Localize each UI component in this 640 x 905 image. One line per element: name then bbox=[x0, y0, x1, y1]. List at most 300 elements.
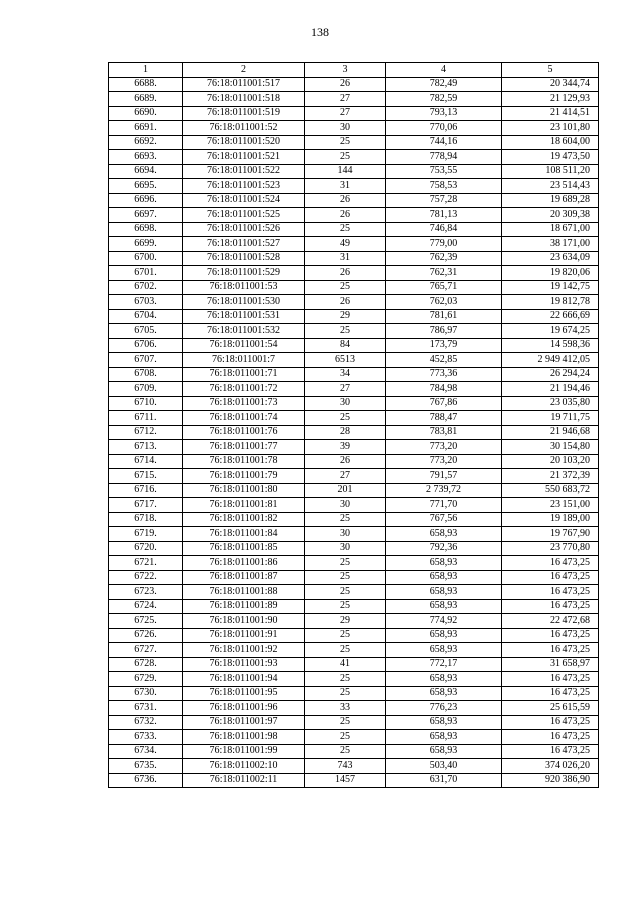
cadastral-number-cell: 76:18:011001:526 bbox=[183, 222, 305, 237]
table-row bbox=[109, 193, 599, 208]
table-row bbox=[109, 672, 599, 687]
row-number-cell: 6695. bbox=[109, 179, 183, 194]
row-number-cell: 6709. bbox=[109, 382, 183, 397]
row-number-cell: 6727. bbox=[109, 643, 183, 658]
cadastral-number-cell: 76:18:011001:80 bbox=[183, 483, 305, 498]
table-row bbox=[109, 657, 599, 672]
row-number-cell: 6719. bbox=[109, 527, 183, 542]
area-cell: 41 bbox=[305, 657, 386, 672]
cadastral-number-cell: 76:18:011001:91 bbox=[183, 628, 305, 643]
specific-value-cell: 2 739,72 bbox=[386, 483, 502, 498]
cadastral-value-cell: 16 473,25 bbox=[502, 556, 599, 571]
area-cell: 29 bbox=[305, 614, 386, 629]
row-number-cell: 6705. bbox=[109, 324, 183, 339]
row-number-cell: 6728. bbox=[109, 657, 183, 672]
cadastral-number-cell: 76:18:011001:77 bbox=[183, 440, 305, 455]
cadastral-value-cell: 14 598,36 bbox=[502, 338, 599, 353]
table-row bbox=[109, 585, 599, 600]
row-number-cell: 6720. bbox=[109, 541, 183, 556]
specific-value-cell: 781,13 bbox=[386, 208, 502, 223]
cadastral-number-cell: 76:18:011001:523 bbox=[183, 179, 305, 194]
area-cell: 25 bbox=[305, 599, 386, 614]
cadastral-number-cell: 76:18:011001:520 bbox=[183, 135, 305, 150]
area-cell: 25 bbox=[305, 585, 386, 600]
area-cell: 30 bbox=[305, 527, 386, 542]
cadastral-value-cell: 23 101,80 bbox=[502, 121, 599, 136]
cadastral-value-cell: 23 035,80 bbox=[502, 396, 599, 411]
table-row bbox=[109, 483, 599, 498]
specific-value-cell: 767,86 bbox=[386, 396, 502, 411]
row-number-cell: 6736. bbox=[109, 773, 183, 788]
cadastral-value-cell: 19 473,50 bbox=[502, 150, 599, 165]
area-cell: 25 bbox=[305, 222, 386, 237]
cadastral-number-cell: 76:18:011001:98 bbox=[183, 730, 305, 745]
area-cell: 39 bbox=[305, 440, 386, 455]
row-number-cell: 6721. bbox=[109, 556, 183, 571]
area-cell: 6513 bbox=[305, 353, 386, 368]
row-number-cell: 6711. bbox=[109, 411, 183, 426]
area-cell: 743 bbox=[305, 759, 386, 774]
cadastral-value-cell: 38 171,00 bbox=[502, 237, 599, 252]
specific-value-cell: 658,93 bbox=[386, 599, 502, 614]
specific-value-cell: 762,39 bbox=[386, 251, 502, 266]
area-cell: 29 bbox=[305, 309, 386, 324]
area-cell: 31 bbox=[305, 251, 386, 266]
table-row bbox=[109, 309, 599, 324]
table-row bbox=[109, 643, 599, 658]
specific-value-cell: 746,84 bbox=[386, 222, 502, 237]
area-cell: 31 bbox=[305, 179, 386, 194]
row-number-cell: 6732. bbox=[109, 715, 183, 730]
cadastral-number-cell: 76:18:011001:72 bbox=[183, 382, 305, 397]
area-cell: 26 bbox=[305, 266, 386, 281]
cadastral-number-cell: 76:18:011001:73 bbox=[183, 396, 305, 411]
area-cell: 25 bbox=[305, 556, 386, 571]
cadastral-number-cell: 76:18:011001:87 bbox=[183, 570, 305, 585]
area-cell: 30 bbox=[305, 541, 386, 556]
row-number-cell: 6724. bbox=[109, 599, 183, 614]
cadastral-value-cell: 21 194,46 bbox=[502, 382, 599, 397]
table-row bbox=[109, 715, 599, 730]
table-row bbox=[109, 570, 599, 585]
specific-value-cell: 658,93 bbox=[386, 672, 502, 687]
table-row bbox=[109, 164, 599, 179]
cadastral-value-cell: 19 820,06 bbox=[502, 266, 599, 281]
area-cell: 30 bbox=[305, 498, 386, 513]
table-row bbox=[109, 686, 599, 701]
area-cell: 25 bbox=[305, 643, 386, 658]
cadastral-value-cell: 16 473,25 bbox=[502, 744, 599, 759]
specific-value-cell: 744,16 bbox=[386, 135, 502, 150]
cadastral-value-table bbox=[108, 62, 599, 788]
cadastral-number-cell: 76:18:011001:521 bbox=[183, 150, 305, 165]
row-number-cell: 6694. bbox=[109, 164, 183, 179]
row-number-cell: 6723. bbox=[109, 585, 183, 600]
cadastral-value-cell: 19 689,28 bbox=[502, 193, 599, 208]
cadastral-number-cell: 76:18:011001:79 bbox=[183, 469, 305, 484]
area-cell: 84 bbox=[305, 338, 386, 353]
specific-value-cell: 658,93 bbox=[386, 628, 502, 643]
row-number-cell: 6718. bbox=[109, 512, 183, 527]
row-number-cell: 6735. bbox=[109, 759, 183, 774]
cadastral-value-cell: 23 151,00 bbox=[502, 498, 599, 513]
row-number-cell: 6707. bbox=[109, 353, 183, 368]
specific-value-cell: 781,61 bbox=[386, 309, 502, 324]
column-header-5: 5 bbox=[502, 63, 599, 78]
table-row bbox=[109, 92, 599, 107]
cadastral-number-cell: 76:18:011001:76 bbox=[183, 425, 305, 440]
cadastral-value-cell: 16 473,25 bbox=[502, 570, 599, 585]
row-number-cell: 6710. bbox=[109, 396, 183, 411]
cadastral-number-cell: 76:18:011001:524 bbox=[183, 193, 305, 208]
cadastral-value-cell: 20 309,38 bbox=[502, 208, 599, 223]
cadastral-value-cell: 920 386,90 bbox=[502, 773, 599, 788]
cadastral-number-cell: 76:18:011001:532 bbox=[183, 324, 305, 339]
cadastral-number-cell: 76:18:011001:99 bbox=[183, 744, 305, 759]
column-header-2: 2 bbox=[183, 63, 305, 78]
table-row bbox=[109, 324, 599, 339]
table-row bbox=[109, 469, 599, 484]
cadastral-value-cell: 18 671,00 bbox=[502, 222, 599, 237]
table-row bbox=[109, 498, 599, 513]
specific-value-cell: 774,92 bbox=[386, 614, 502, 629]
area-cell: 27 bbox=[305, 92, 386, 107]
row-number-cell: 6716. bbox=[109, 483, 183, 498]
specific-value-cell: 173,79 bbox=[386, 338, 502, 353]
specific-value-cell: 658,93 bbox=[386, 585, 502, 600]
row-number-cell: 6717. bbox=[109, 498, 183, 513]
cadastral-value-cell: 374 026,20 bbox=[502, 759, 599, 774]
area-cell: 25 bbox=[305, 744, 386, 759]
area-cell: 25 bbox=[305, 672, 386, 687]
cadastral-value-cell: 16 473,25 bbox=[502, 672, 599, 687]
table-row bbox=[109, 744, 599, 759]
cadastral-number-cell: 76:18:011001:88 bbox=[183, 585, 305, 600]
table-row bbox=[109, 440, 599, 455]
area-cell: 26 bbox=[305, 208, 386, 223]
area-cell: 144 bbox=[305, 164, 386, 179]
column-header-1: 1 bbox=[109, 63, 183, 78]
cadastral-number-cell: 76:18:011001:53 bbox=[183, 280, 305, 295]
specific-value-cell: 658,93 bbox=[386, 744, 502, 759]
cadastral-number-cell: 76:18:011002:10 bbox=[183, 759, 305, 774]
cadastral-number-cell: 76:18:011001:84 bbox=[183, 527, 305, 542]
row-number-cell: 6726. bbox=[109, 628, 183, 643]
cadastral-value-cell: 19 189,00 bbox=[502, 512, 599, 527]
cadastral-value-cell: 19 767,90 bbox=[502, 527, 599, 542]
row-number-cell: 6730. bbox=[109, 686, 183, 701]
table-row bbox=[109, 150, 599, 165]
area-cell: 27 bbox=[305, 106, 386, 121]
cadastral-value-cell: 20 103,20 bbox=[502, 454, 599, 469]
table-row bbox=[109, 556, 599, 571]
cadastral-value-cell: 16 473,25 bbox=[502, 686, 599, 701]
specific-value-cell: 771,70 bbox=[386, 498, 502, 513]
row-number-cell: 6699. bbox=[109, 237, 183, 252]
cadastral-value-cell: 22 666,69 bbox=[502, 309, 599, 324]
row-number-cell: 6715. bbox=[109, 469, 183, 484]
specific-value-cell: 772,17 bbox=[386, 657, 502, 672]
row-number-cell: 6703. bbox=[109, 295, 183, 310]
cadastral-number-cell: 76:18:011001:82 bbox=[183, 512, 305, 527]
specific-value-cell: 767,56 bbox=[386, 512, 502, 527]
specific-value-cell: 762,31 bbox=[386, 266, 502, 281]
table-row bbox=[109, 411, 599, 426]
cadastral-value-cell: 16 473,25 bbox=[502, 628, 599, 643]
specific-value-cell: 783,81 bbox=[386, 425, 502, 440]
cadastral-value-cell: 18 604,00 bbox=[502, 135, 599, 150]
area-cell: 25 bbox=[305, 686, 386, 701]
area-cell: 28 bbox=[305, 425, 386, 440]
specific-value-cell: 784,98 bbox=[386, 382, 502, 397]
cadastral-number-cell: 76:18:011001:519 bbox=[183, 106, 305, 121]
table-row bbox=[109, 77, 599, 92]
cadastral-value-cell: 22 472,68 bbox=[502, 614, 599, 629]
specific-value-cell: 658,93 bbox=[386, 730, 502, 745]
cadastral-number-cell: 76:18:011001:529 bbox=[183, 266, 305, 281]
specific-value-cell: 788,47 bbox=[386, 411, 502, 426]
area-cell: 26 bbox=[305, 454, 386, 469]
table-row bbox=[109, 527, 599, 542]
area-cell: 201 bbox=[305, 483, 386, 498]
row-number-cell: 6714. bbox=[109, 454, 183, 469]
table-header-row bbox=[109, 63, 599, 78]
table-row bbox=[109, 338, 599, 353]
cadastral-value-cell: 16 473,25 bbox=[502, 585, 599, 600]
cadastral-value-cell: 19 142,75 bbox=[502, 280, 599, 295]
cadastral-value-cell: 19 812,78 bbox=[502, 295, 599, 310]
row-number-cell: 6731. bbox=[109, 701, 183, 716]
specific-value-cell: 770,06 bbox=[386, 121, 502, 136]
row-number-cell: 6691. bbox=[109, 121, 183, 136]
row-number-cell: 6708. bbox=[109, 367, 183, 382]
specific-value-cell: 753,55 bbox=[386, 164, 502, 179]
table-row bbox=[109, 701, 599, 716]
cadastral-number-cell: 76:18:011001:81 bbox=[183, 498, 305, 513]
specific-value-cell: 773,20 bbox=[386, 454, 502, 469]
area-cell: 33 bbox=[305, 701, 386, 716]
specific-value-cell: 786,97 bbox=[386, 324, 502, 339]
area-cell: 25 bbox=[305, 512, 386, 527]
area-cell: 26 bbox=[305, 77, 386, 92]
cadastral-number-cell: 76:18:011001:54 bbox=[183, 338, 305, 353]
table-row bbox=[109, 295, 599, 310]
cadastral-number-cell: 76:18:011001:530 bbox=[183, 295, 305, 310]
cadastral-number-cell: 76:18:011001:89 bbox=[183, 599, 305, 614]
table-row bbox=[109, 396, 599, 411]
row-number-cell: 6702. bbox=[109, 280, 183, 295]
table-row bbox=[109, 541, 599, 556]
area-cell: 25 bbox=[305, 150, 386, 165]
table-row bbox=[109, 222, 599, 237]
page-number: 138 bbox=[311, 25, 329, 39]
table-row bbox=[109, 121, 599, 136]
column-header-3: 3 bbox=[305, 63, 386, 78]
cadastral-value-cell: 30 154,80 bbox=[502, 440, 599, 455]
specific-value-cell: 503,40 bbox=[386, 759, 502, 774]
row-number-cell: 6725. bbox=[109, 614, 183, 629]
table-row bbox=[109, 208, 599, 223]
table-row bbox=[109, 367, 599, 382]
cadastral-number-cell: 76:18:011001:90 bbox=[183, 614, 305, 629]
cadastral-number-cell: 76:18:011001:86 bbox=[183, 556, 305, 571]
area-cell: 26 bbox=[305, 295, 386, 310]
specific-value-cell: 773,20 bbox=[386, 440, 502, 455]
cadastral-value-cell: 21 414,51 bbox=[502, 106, 599, 121]
row-number-cell: 6706. bbox=[109, 338, 183, 353]
table-row bbox=[109, 280, 599, 295]
area-cell: 25 bbox=[305, 280, 386, 295]
cadastral-value-cell: 23 770,80 bbox=[502, 541, 599, 556]
cadastral-value-cell: 16 473,25 bbox=[502, 599, 599, 614]
cadastral-number-cell: 76:18:011001:92 bbox=[183, 643, 305, 658]
row-number-cell: 6700. bbox=[109, 251, 183, 266]
cadastral-number-cell: 76:18:011001:93 bbox=[183, 657, 305, 672]
row-number-cell: 6693. bbox=[109, 150, 183, 165]
table-row bbox=[109, 454, 599, 469]
row-number-cell: 6713. bbox=[109, 440, 183, 455]
area-cell: 1457 bbox=[305, 773, 386, 788]
row-number-cell: 6701. bbox=[109, 266, 183, 281]
specific-value-cell: 782,49 bbox=[386, 77, 502, 92]
cadastral-number-cell: 76:18:011001:531 bbox=[183, 309, 305, 324]
area-cell: 25 bbox=[305, 570, 386, 585]
table-row bbox=[109, 759, 599, 774]
specific-value-cell: 765,71 bbox=[386, 280, 502, 295]
cadastral-value-cell: 21 129,93 bbox=[502, 92, 599, 107]
cadastral-number-cell: 76:18:011001:97 bbox=[183, 715, 305, 730]
table-row bbox=[109, 353, 599, 368]
cadastral-number-cell: 76:18:011001:52 bbox=[183, 121, 305, 136]
cadastral-value-cell: 20 344,74 bbox=[502, 77, 599, 92]
cadastral-value-cell: 16 473,25 bbox=[502, 643, 599, 658]
row-number-cell: 6697. bbox=[109, 208, 183, 223]
table-body bbox=[109, 77, 599, 788]
table-row bbox=[109, 773, 599, 788]
specific-value-cell: 773,36 bbox=[386, 367, 502, 382]
row-number-cell: 6722. bbox=[109, 570, 183, 585]
cadastral-number-cell: 76:18:011001:71 bbox=[183, 367, 305, 382]
specific-value-cell: 757,28 bbox=[386, 193, 502, 208]
area-cell: 34 bbox=[305, 367, 386, 382]
table-row bbox=[109, 730, 599, 745]
cadastral-value-cell: 19 711,75 bbox=[502, 411, 599, 426]
cadastral-number-cell: 76:18:011001:518 bbox=[183, 92, 305, 107]
row-number-cell: 6688. bbox=[109, 77, 183, 92]
table-row bbox=[109, 251, 599, 266]
cadastral-value-cell: 108 511,20 bbox=[502, 164, 599, 179]
cadastral-number-cell: 76:18:011001:74 bbox=[183, 411, 305, 426]
row-number-cell: 6712. bbox=[109, 425, 183, 440]
cadastral-number-cell: 76:18:011001:94 bbox=[183, 672, 305, 687]
table-row bbox=[109, 614, 599, 629]
specific-value-cell: 658,93 bbox=[386, 715, 502, 730]
cadastral-value-cell: 16 473,25 bbox=[502, 715, 599, 730]
specific-value-cell: 658,93 bbox=[386, 556, 502, 571]
cadastral-number-cell: 76:18:011001:85 bbox=[183, 541, 305, 556]
cadastral-number-cell: 76:18:011001:78 bbox=[183, 454, 305, 469]
cadastral-number-cell: 76:18:011001:528 bbox=[183, 251, 305, 266]
row-number-cell: 6698. bbox=[109, 222, 183, 237]
specific-value-cell: 658,93 bbox=[386, 527, 502, 542]
area-cell: 25 bbox=[305, 730, 386, 745]
row-number-cell: 6692. bbox=[109, 135, 183, 150]
table-row bbox=[109, 237, 599, 252]
cadastral-value-cell: 2 949 412,05 bbox=[502, 353, 599, 368]
cadastral-value-cell: 25 615,59 bbox=[502, 701, 599, 716]
table-row bbox=[109, 382, 599, 397]
area-cell: 30 bbox=[305, 121, 386, 136]
cadastral-value-cell: 550 683,72 bbox=[502, 483, 599, 498]
specific-value-cell: 658,93 bbox=[386, 570, 502, 585]
cadastral-number-cell: 76:18:011001:95 bbox=[183, 686, 305, 701]
specific-value-cell: 793,13 bbox=[386, 106, 502, 121]
specific-value-cell: 758,53 bbox=[386, 179, 502, 194]
row-number-cell: 6734. bbox=[109, 744, 183, 759]
cadastral-value-cell: 23 634,09 bbox=[502, 251, 599, 266]
cadastral-value-cell: 19 674,25 bbox=[502, 324, 599, 339]
cadastral-number-cell: 76:18:011001:527 bbox=[183, 237, 305, 252]
specific-value-cell: 779,00 bbox=[386, 237, 502, 252]
table-row bbox=[109, 512, 599, 527]
table-row bbox=[109, 266, 599, 281]
specific-value-cell: 776,23 bbox=[386, 701, 502, 716]
area-cell: 30 bbox=[305, 396, 386, 411]
table-row bbox=[109, 628, 599, 643]
row-number-cell: 6704. bbox=[109, 309, 183, 324]
row-number-cell: 6729. bbox=[109, 672, 183, 687]
area-cell: 25 bbox=[305, 715, 386, 730]
cadastral-number-cell: 76:18:011002:11 bbox=[183, 773, 305, 788]
specific-value-cell: 791,57 bbox=[386, 469, 502, 484]
specific-value-cell: 631,70 bbox=[386, 773, 502, 788]
cadastral-number-cell: 76:18:011001:525 bbox=[183, 208, 305, 223]
specific-value-cell: 782,59 bbox=[386, 92, 502, 107]
row-number-cell: 6689. bbox=[109, 92, 183, 107]
area-cell: 26 bbox=[305, 193, 386, 208]
specific-value-cell: 452,85 bbox=[386, 353, 502, 368]
cadastral-value-cell: 21 372,39 bbox=[502, 469, 599, 484]
cadastral-value-cell: 16 473,25 bbox=[502, 730, 599, 745]
cadastral-value-cell: 21 946,68 bbox=[502, 425, 599, 440]
specific-value-cell: 792,36 bbox=[386, 541, 502, 556]
cadastral-number-cell: 76:18:011001:517 bbox=[183, 77, 305, 92]
table-row bbox=[109, 106, 599, 121]
table-row bbox=[109, 179, 599, 194]
cadastral-value-cell: 31 658,97 bbox=[502, 657, 599, 672]
area-cell: 49 bbox=[305, 237, 386, 252]
area-cell: 25 bbox=[305, 324, 386, 339]
table-row bbox=[109, 599, 599, 614]
specific-value-cell: 762,03 bbox=[386, 295, 502, 310]
cadastral-number-cell: 76:18:011001:522 bbox=[183, 164, 305, 179]
column-header-4: 4 bbox=[386, 63, 502, 78]
specific-value-cell: 778,94 bbox=[386, 150, 502, 165]
cadastral-number-cell: 76:18:011001:7 bbox=[183, 353, 305, 368]
row-number-cell: 6696. bbox=[109, 193, 183, 208]
specific-value-cell: 658,93 bbox=[386, 643, 502, 658]
area-cell: 25 bbox=[305, 628, 386, 643]
area-cell: 25 bbox=[305, 135, 386, 150]
specific-value-cell: 658,93 bbox=[386, 686, 502, 701]
area-cell: 27 bbox=[305, 382, 386, 397]
area-cell: 25 bbox=[305, 411, 386, 426]
row-number-cell: 6690. bbox=[109, 106, 183, 121]
area-cell: 27 bbox=[305, 469, 386, 484]
table-row bbox=[109, 135, 599, 150]
cadastral-value-cell: 26 294,24 bbox=[502, 367, 599, 382]
row-number-cell: 6733. bbox=[109, 730, 183, 745]
